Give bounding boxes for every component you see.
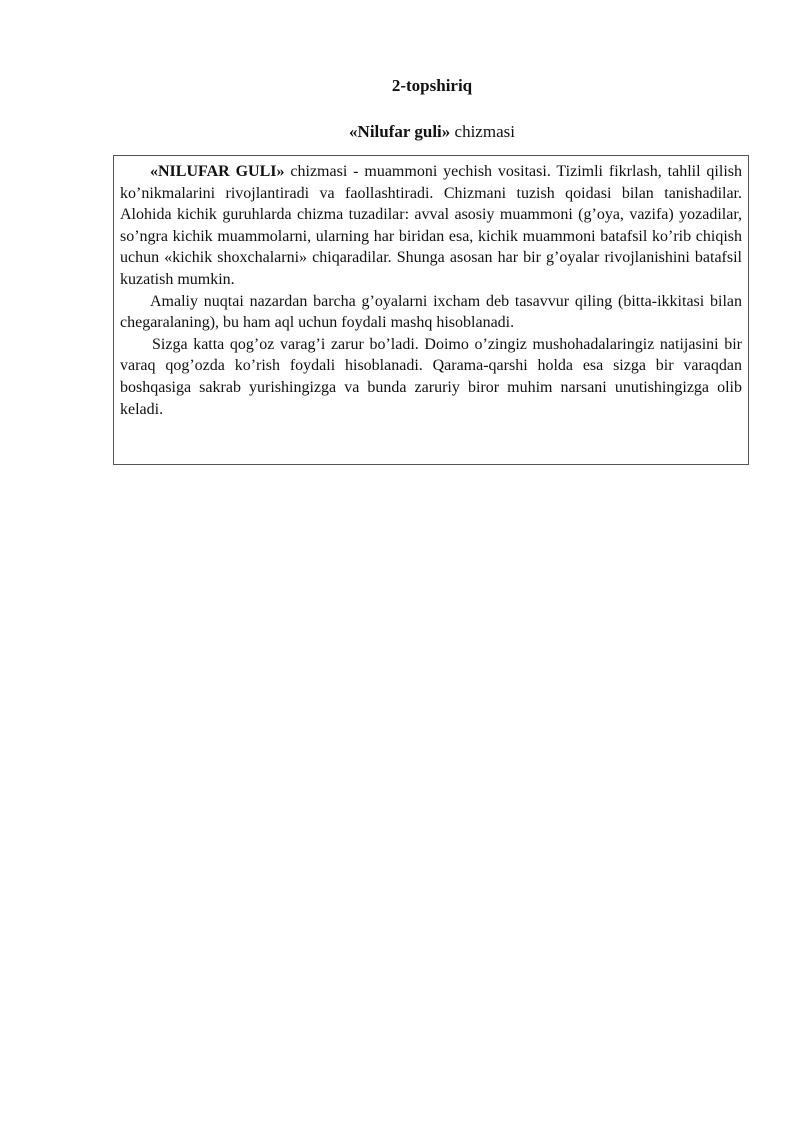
paragraph-1-bold: «NILUFAR GULI» bbox=[150, 163, 285, 180]
subtitle-rest: chizmasi bbox=[450, 122, 515, 141]
paragraph-1-text: chizmasi - muammoni yechish vositasi. Tizimli fikrlash, tahlil qilish ko’nikmalarini rivojlantiradi va faollashtiradi. Chizmani tuzish qoidasi bilan tanishadilar. Alohida kichik guruhlarda chizma tuzadilar: avval asosiy muammoni (g’oya, vazifa) yozadilar, so’ngra kichik muammolarni, ularning har biridan esa, kichik muammoni batafsil ko’rib chiqish uchun «kichik shoxchalarni» chiqaradilar. Shunga asosan har bir g’oyalar rivojlanishini batafsil kuzatish mumkin. bbox=[120, 163, 742, 288]
paragraph-2: Amaliy nuqtai nazardan barcha g’oyalarni ixcham deb tasavvur qiling (bitta-ikkitasi bilan chegaralaning), bu ham aql uchun foydali mashq hisoblanadi. bbox=[120, 292, 742, 332]
diagram-subtitle bbox=[0, 120, 800, 144]
description-box bbox=[113, 155, 749, 465]
task-title: 2-topshiriq bbox=[391, 76, 473, 95]
paragraph-3: Sizga katta qog’oz varag’i zarur bo’ladi. Doimo o’zingiz mushohadalaringiz natijasini bir varaq qog’ozda ko’rish foydali hisoblanadi. Qarama-qarshi holda esa sizga bir varaqdan boshqasiga sakrab yurishingizga va bunda zaruriy biror muhim narsani unutishingizga olib keladi. bbox=[120, 335, 742, 418]
subtitle-bold: «Nilufar guli» bbox=[349, 122, 451, 141]
paragraph-1 bbox=[120, 161, 742, 291]
